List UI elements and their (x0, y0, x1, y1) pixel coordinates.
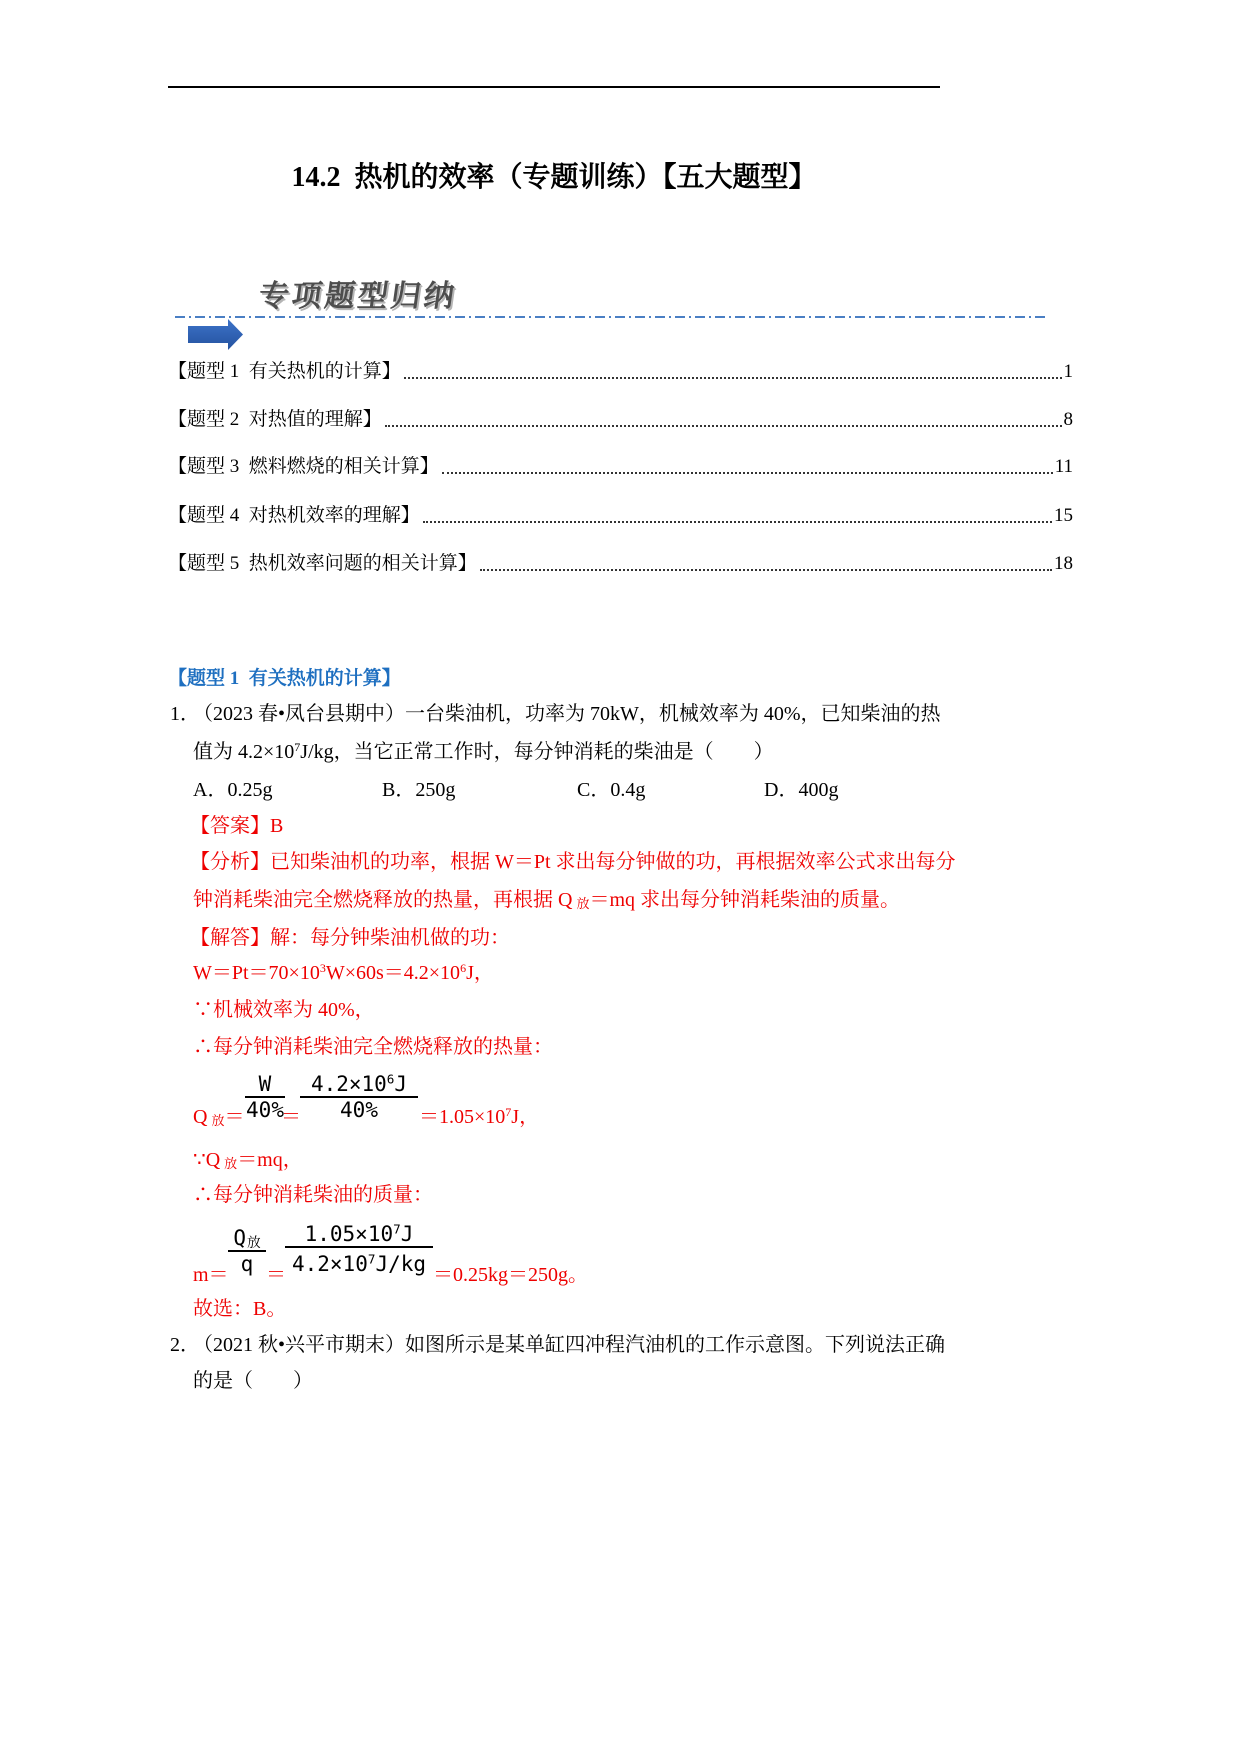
equation-text: W＝Pt＝70×10 (193, 962, 320, 984)
toc-entry-3[interactable] (168, 453, 1073, 481)
toc-dot-leader (423, 521, 1052, 523)
work-equation (193, 959, 494, 987)
toc-dot-leader (480, 569, 1052, 571)
toc-entry-label: 【题型 4 对热机效率的理解】 (168, 505, 420, 526)
heat-formula-lhs (193, 1103, 244, 1131)
formula-text: J， (511, 1106, 540, 1128)
toc-entry-5[interactable] (168, 550, 1073, 578)
formula-text: J/kg (375, 1252, 427, 1276)
analysis-line-2 (193, 886, 900, 914)
equation-text: W×60s＝4.2×10 (325, 962, 461, 984)
analysis-line-1: 【分析】已知柴油机的功率，根据 W＝Pt 求出每分钟做的功，再根据效率公式求出每分 (190, 851, 956, 873)
toc-page-number: 1 (1063, 361, 1073, 382)
because-efficiency-line: ∵机械效率为 40%， (193, 999, 375, 1021)
mass-formula-result: ＝0.25kg＝250g。 (433, 1264, 588, 1286)
question-text: J/kg，当它正常工作时，每分钟消耗的柴油是（ ） (300, 741, 774, 763)
section-heading: 【题型 1 有关热机的计算】 (168, 668, 401, 689)
heat-fraction-2 (300, 1072, 418, 1122)
toc-page-number: 15 (1054, 505, 1073, 526)
analysis-text: 钟消耗柴油完全燃烧释放的热量，再根据 Q (193, 889, 573, 911)
subscript: 放 (211, 1112, 225, 1128)
question-1-line-2 (193, 738, 774, 766)
toc-entry-1[interactable] (168, 358, 1073, 386)
mass-formula-lhs: m＝ (193, 1264, 229, 1286)
heat-formula-result (419, 1103, 539, 1131)
arrow-right-icon (188, 283, 243, 314)
equals-sign: ＝ (281, 1106, 301, 1128)
fraction-numerator (311, 1072, 407, 1096)
toc-entry-2[interactable] (168, 406, 1073, 434)
formula-text: 4.2×10 (291, 1252, 368, 1276)
answer-line: 【答案】B (190, 815, 284, 837)
option-c: C．0.4g (577, 779, 646, 801)
toc-page-number: 18 (1054, 553, 1073, 574)
superscript: 7 (294, 739, 301, 754)
superscript: 6 (386, 1071, 395, 1087)
toc-entry-label: 【题型 1 有关热机的计算】 (168, 361, 401, 382)
header-rule (168, 86, 940, 88)
mass-fraction-2 (285, 1222, 433, 1280)
section-banner-title: 专项题型归纳 (256, 280, 460, 313)
subscript: 放 (576, 895, 590, 911)
question-2-line-1: （2021 秋•兴平市期末）如图所示是某单缸四冲程汽油机的工作示意图。下列说法正确 (193, 1334, 946, 1356)
formula-text: ∵Q (193, 1149, 221, 1171)
option-d: D．400g (764, 779, 839, 801)
analysis-text: ＝mq 求出每分钟消耗柴油的质量。 (589, 889, 901, 911)
because-q-line (193, 1146, 303, 1174)
formula-text: ＝ (224, 1106, 245, 1128)
banner-divider (175, 316, 1048, 318)
fraction-numerator (305, 1222, 414, 1246)
subscript: 放 (224, 1155, 238, 1171)
subscript: 放 (247, 1234, 261, 1251)
option-a: A．0.25g (193, 779, 273, 801)
fraction-numerator (233, 1226, 260, 1250)
equals-sign: ＝ (266, 1264, 286, 1286)
superscript: 7 (367, 1251, 376, 1267)
formula-text: 1.05×10 (304, 1222, 394, 1246)
fraction-denominator: 40% (340, 1098, 378, 1122)
toc-page-number: 11 (1054, 456, 1073, 477)
therefore-heat-line: ∴每分钟消耗柴油完全燃烧释放的热量： (193, 1036, 553, 1058)
question-number: 1． (170, 703, 200, 725)
question-2-line-2: 的是（ ） (193, 1370, 313, 1392)
superscript: 6 (460, 960, 467, 975)
toc-entry-label: 【题型 2 对热值的理解】 (168, 409, 382, 430)
superscript: 7 (505, 1104, 512, 1119)
heat-fraction-1 (245, 1072, 285, 1122)
formula-text: ＝1.05×10 (419, 1106, 506, 1128)
page-title: 14.2 热机的效率（专题训练）【五大题型】 (291, 162, 817, 193)
option-b: B．250g (382, 779, 456, 801)
toc-dot-leader (404, 377, 1062, 379)
toc-page-number: 8 (1063, 409, 1073, 430)
question-number: 2． (170, 1334, 200, 1356)
fraction-denominator (292, 1248, 426, 1280)
fraction-numerator: W (258, 1072, 272, 1096)
formula-text: Q (193, 1106, 208, 1128)
mass-fraction-1 (228, 1226, 266, 1276)
formula-text: ＝mq， (237, 1149, 303, 1171)
fraction-denominator: 40% (246, 1098, 284, 1122)
toc-entry-4[interactable] (168, 502, 1073, 530)
formula-text: 4.2×10 (310, 1072, 387, 1096)
superscript: 3 (319, 960, 326, 975)
toc-entry-label: 【题型 3 燃料燃烧的相关计算】 (168, 456, 439, 477)
formula-text: Q (233, 1226, 246, 1250)
toc-dot-leader (442, 472, 1053, 474)
choice-line: 故选：B。 (193, 1298, 287, 1320)
question-text: 值为 4.2×10 (193, 741, 295, 763)
fraction-denominator: q (240, 1252, 254, 1276)
formula-text: J (394, 1072, 408, 1096)
superscript: 7 (393, 1221, 401, 1237)
question-1-line-1: （2023 春•凤台县期中）一台柴油机，功率为 70kW，机械效率为 40%，已知柴油的热 (193, 703, 941, 725)
toc-entry-label: 【题型 5 热机效率问题的相关计算】 (168, 553, 477, 574)
solution-intro: 【解答】解：每分钟柴油机做的功： (190, 927, 510, 949)
therefore-mass-line: ∴每分钟消耗柴油的质量： (193, 1184, 433, 1206)
toc-dot-leader (385, 425, 1062, 427)
equation-text: J， (466, 962, 494, 984)
formula-text: J (400, 1222, 414, 1246)
